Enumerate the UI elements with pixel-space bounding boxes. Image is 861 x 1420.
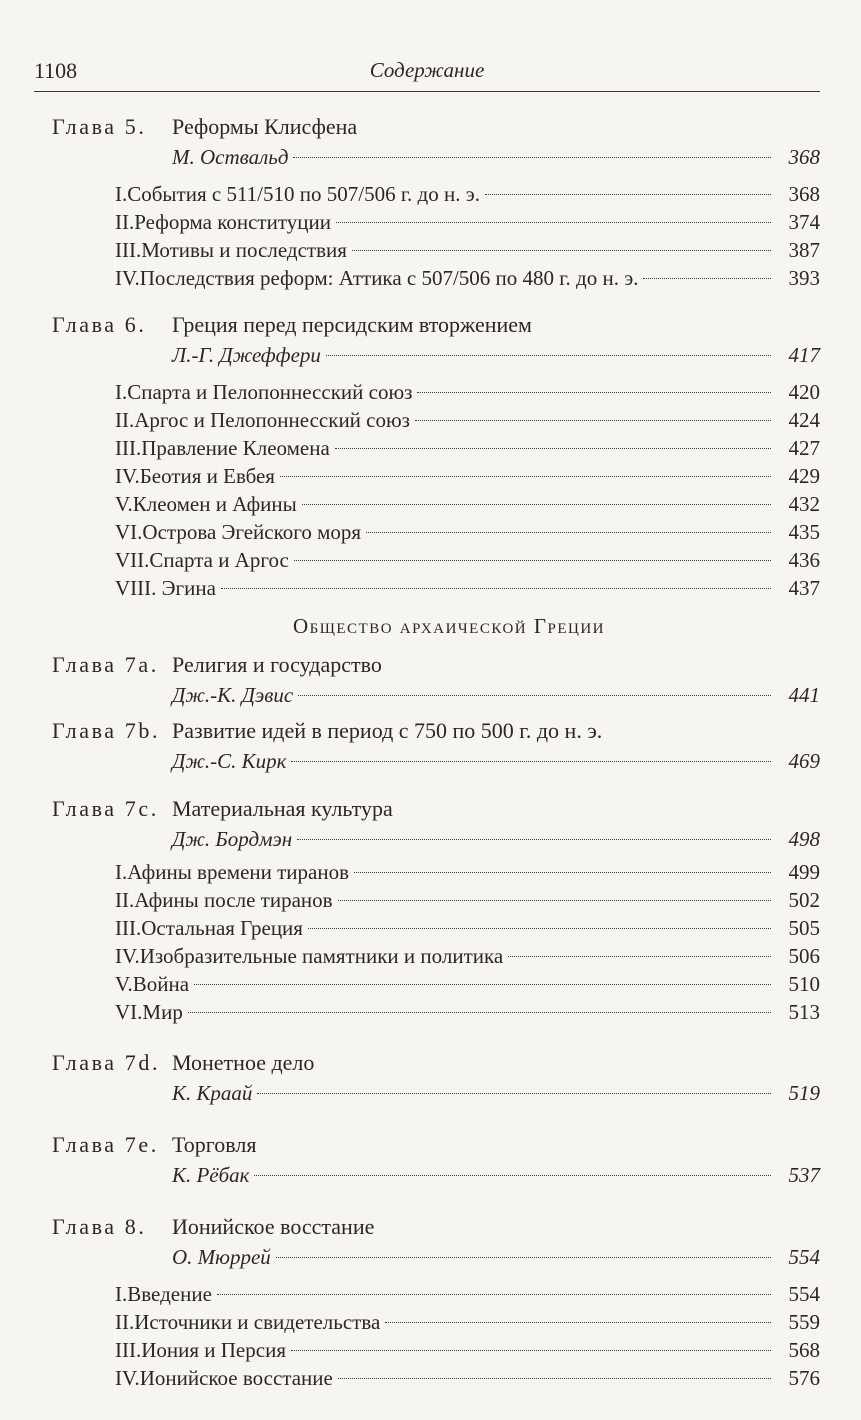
section-entry [52,1336,820,1364]
page-ref: 374 [788,210,820,234]
page-ref: 436 [788,548,820,572]
author-name: К. Краай [172,1081,253,1105]
section-entry [52,546,820,574]
section-entry [52,1364,820,1392]
section-entry [52,406,820,434]
part-title: Общество архаической Греции [292,614,606,638]
dot-leader [354,872,771,873]
chapter-heading [52,1048,820,1078]
chapter-7b [52,716,820,776]
dot-leader [276,1257,771,1258]
section-entry [52,970,820,998]
section-title: II.Аргос и Пелопоннесский союз [115,408,410,432]
page-ref: 506 [788,944,820,968]
chapter-7a [52,650,820,710]
page-ref: 387 [788,238,820,262]
author-name: М. Оствальд [172,145,289,169]
page-ref: 393 [788,266,820,290]
page-ref: 437 [788,576,820,600]
page-ref: 554 [788,1282,820,1306]
dot-leader [280,476,771,477]
section-title: V.Война [115,972,190,996]
dot-leader [291,761,771,762]
author-line [52,1242,820,1272]
section-title: III.Иония и Персия [115,1338,286,1362]
section-title: I.Афины времени тиранов [115,860,350,884]
chapter-heading [52,310,820,340]
section-entry [52,886,820,914]
chapter-8 [52,1212,820,1392]
dot-leader [188,1012,771,1013]
dot-leader [643,278,771,279]
section-entry [52,914,820,942]
chapter-title: Материальная культура [172,796,393,821]
chapter-label: Глава 7с. [52,796,159,821]
page-ref: 510 [788,972,820,996]
dot-leader [338,900,771,901]
author-line [52,824,820,854]
section-title: I.Спарта и Пелопоннесский союз [115,380,413,404]
chapter-5 [52,112,820,292]
dot-leader [485,194,771,195]
dot-leader [508,956,771,957]
page-ref: 420 [788,380,820,404]
dot-leader [221,588,771,589]
page-ref: 559 [788,1310,820,1334]
author-name: Дж.-К. Дэвис [172,683,294,707]
page-ref: 499 [788,860,820,884]
dot-leader [366,532,771,533]
chapter-7c [52,794,820,1026]
page-ref: 435 [788,520,820,544]
section-title: II.Реформа конституции [115,210,331,234]
section-entry [52,518,820,546]
header-rule [34,91,820,92]
section-entry [52,264,820,292]
section-title: VIII. Эгина [115,576,216,600]
author-line [52,1078,820,1108]
chapter-title: Реформы Клисфена [172,114,358,139]
section-title: II.Источники и свидетельства [115,1310,381,1334]
dot-leader [338,1378,771,1379]
chapter-heading [52,650,820,680]
section-title: VII.Спарта и Аргос [115,548,289,572]
chapter-label: Глава 7b. [52,718,161,743]
chapter-label: Глава 5. [52,114,147,139]
section-title: IV.Беотия и Евбея [115,464,275,488]
page-ref: 537 [788,1163,820,1187]
dot-leader [385,1322,771,1323]
page-ref: 441 [788,683,820,707]
page-ref: 427 [788,436,820,460]
chapter-label: Глава 6. [52,312,147,337]
page-ref: 513 [788,1000,820,1024]
section-title: VI.Острова Эгейского моря [115,520,362,544]
section-title: I.Введение [115,1282,212,1306]
author-name: К. Рёбак [172,1163,250,1187]
chapter-6 [52,310,820,602]
chapter-heading [52,1130,820,1160]
dot-leader [335,448,771,449]
dot-leader [194,984,771,985]
author-line [52,142,820,172]
section-title: III.Остальная Греция [115,916,303,940]
dot-leader [336,222,771,223]
page-ref: 432 [788,492,820,516]
dot-leader [294,560,771,561]
table-of-contents [52,112,820,1392]
page-ref: 368 [788,182,820,206]
chapter-heading [52,716,820,746]
section-title: I.События с 511/510 по 507/506 г. до н. э. [115,182,480,206]
chapter-title: Развитие идей в период с 750 по 500 г. до н. э. [172,718,603,743]
chapter-7e [52,1130,820,1190]
section-entry [52,1308,820,1336]
section-entry [52,858,820,886]
section-entry [52,1280,820,1308]
section-entry [52,998,820,1026]
chapter-title: Религия и государство [172,652,382,677]
author-name: Л.-Г. Джеффери [172,343,321,367]
chapter-title: Ионийское восстание [172,1214,375,1239]
chapter-title: Греция перед персидским вторжением [172,312,532,337]
section-title: V.Клеомен и Афины [115,492,297,516]
author-line [52,340,820,370]
page-ref: 368 [788,145,820,169]
dot-leader [297,839,771,840]
dot-leader [217,1294,771,1295]
section-entry [52,490,820,518]
chapter-heading [52,794,820,824]
author-line [52,746,820,776]
author-line [52,680,820,710]
page-ref: 519 [788,1081,820,1105]
page-ref: 554 [788,1245,820,1269]
page-ref: 424 [788,408,820,432]
author-name: Дж.-С. Кирк [172,749,287,773]
chapter-label: Глава 7е. [52,1132,159,1157]
page-number: 1108 [34,58,78,83]
section-entry [52,236,820,264]
dot-leader [302,504,771,505]
chapter-label: Глава 7а. [52,652,159,677]
chapter-label: Глава 7d. [52,1050,161,1075]
page-ref: 502 [788,888,820,912]
author-name: Дж. Бордмэн [172,827,293,851]
section-entry [52,462,820,490]
dot-leader [352,250,771,251]
page-ref: 568 [788,1338,820,1362]
chapter-title: Торговля [172,1132,257,1157]
dot-leader [326,355,771,356]
dot-leader [291,1350,771,1351]
page-ref: 576 [788,1366,820,1390]
section-entry [52,208,820,236]
dot-leader [308,928,771,929]
dot-leader [417,392,771,393]
dot-leader [254,1175,771,1176]
author-line [52,1160,820,1190]
page-ref: 498 [788,827,820,851]
section-entry [52,378,820,406]
author-name: О. Мюррей [172,1245,271,1269]
dot-leader [257,1093,771,1094]
section-title: IV.Последствия реформ: Аттика с 507/506 по 480 г. до н. э. [115,266,639,290]
section-title: III.Правление Клеомена [115,436,330,460]
dot-leader [415,420,771,421]
dot-leader [293,157,771,158]
chapter-label: Глава 8. [52,1214,147,1239]
section-title: III.Мотивы и последствия [115,238,347,262]
section-title: VI.Мир [115,1000,183,1024]
chapter-heading [52,1212,820,1242]
chapter-heading [52,112,820,142]
section-entry [52,180,820,208]
chapter-title: Монетное дело [172,1050,315,1075]
running-title: Содержание [369,58,485,82]
page-header [34,58,820,94]
section-title: IV.Изобразительные памятники и политика [115,944,504,968]
page-ref: 505 [788,916,820,940]
section-entry [52,942,820,970]
page-ref: 469 [788,749,820,773]
dot-leader [298,695,771,696]
section-entry [52,434,820,462]
section-entry [52,574,820,602]
page-ref: 417 [788,343,820,367]
page-ref: 429 [788,464,820,488]
chapter-7d [52,1048,820,1108]
section-title: II.Афины после тиранов [115,888,333,912]
section-title: IV.Ионийское восстание [115,1366,333,1390]
